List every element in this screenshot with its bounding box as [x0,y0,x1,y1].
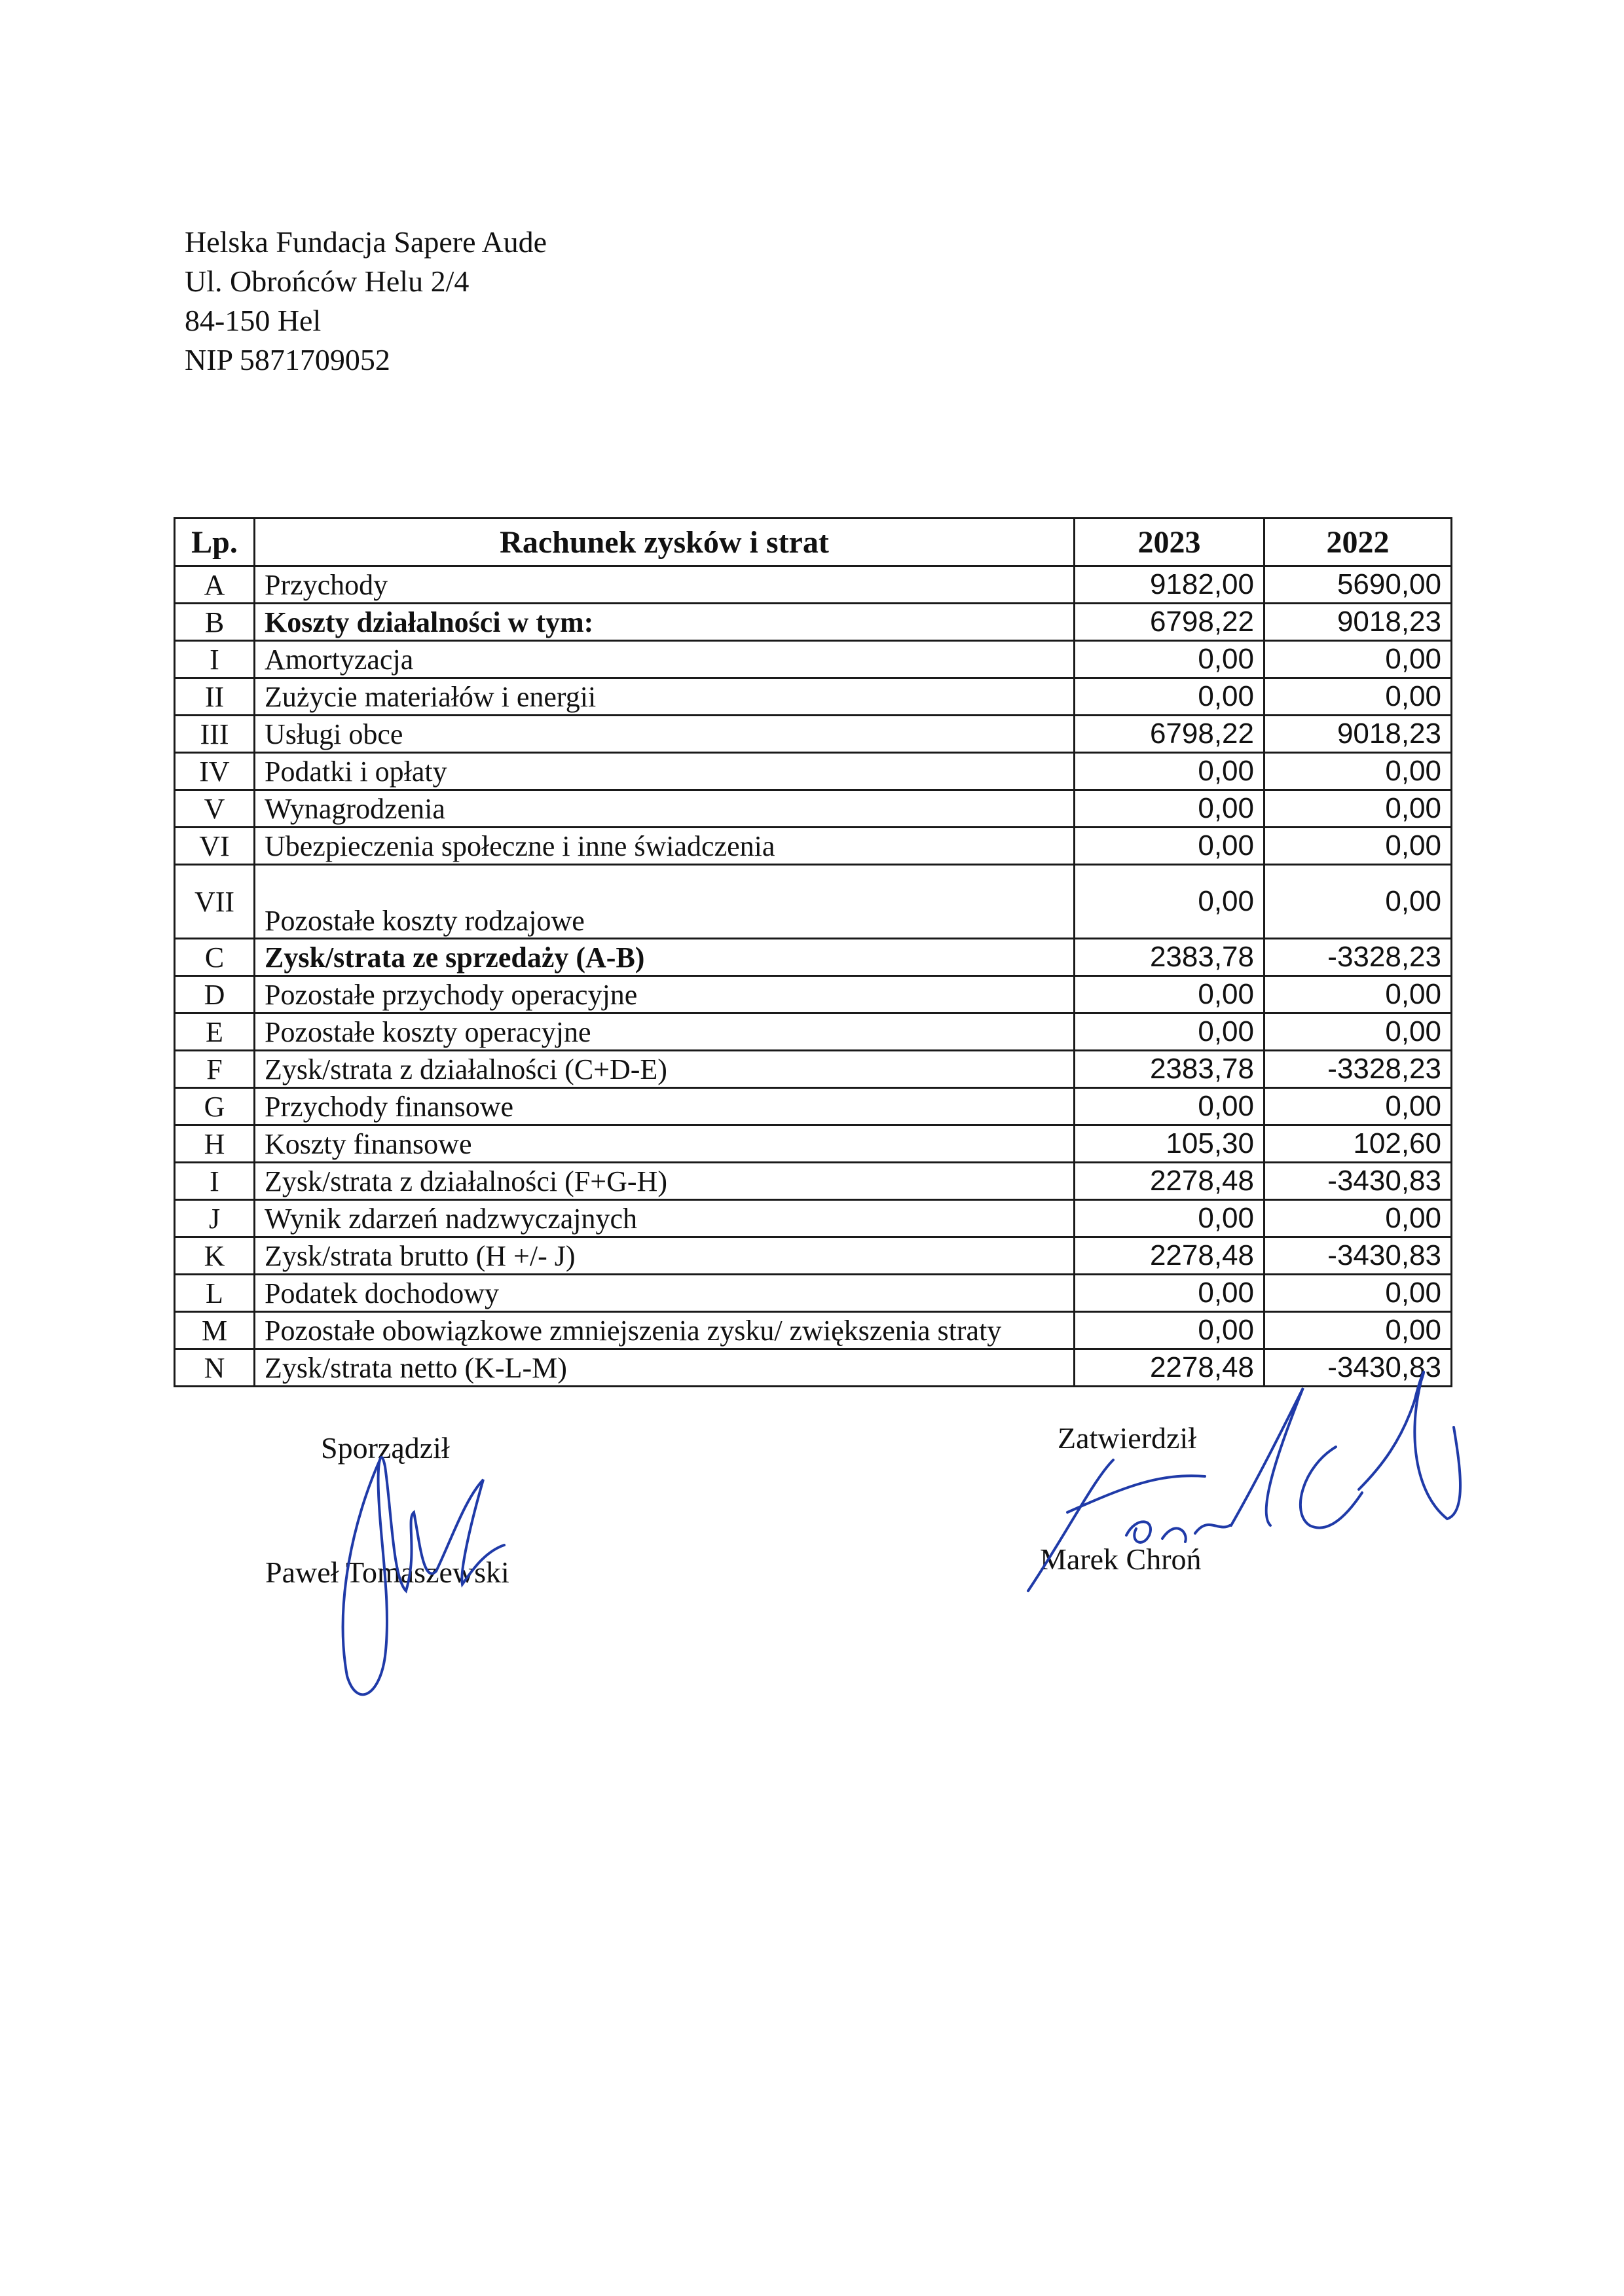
row-name: Zysk/strata z działalności (C+D-E) [255,1051,1075,1088]
prepared-by-name: Paweł Tomaszewski [265,1556,509,1589]
row-lp: I [175,641,255,678]
table-row [175,641,1452,678]
row-value-2022: 0,00 [1264,1275,1452,1312]
row-name: Przychody [255,566,1075,604]
row-value-2023: 2383,78 [1075,939,1264,976]
row-name: Podatek dochodowy [255,1275,1075,1312]
row-value-2023: 0,00 [1075,828,1264,865]
row-value-2023: 0,00 [1075,976,1264,1013]
row-value-2022: 0,00 [1264,1312,1452,1349]
signature-prepared [308,1421,517,1709]
row-lp: I [175,1163,255,1200]
row-value-2023: 0,00 [1075,1088,1264,1125]
row-value-2022: 102,60 [1264,1125,1452,1163]
row-value-2022: -3328,23 [1264,939,1452,976]
table-row [175,976,1452,1013]
organization-nip: NIP 5871709052 [185,343,390,376]
table-row [175,828,1452,865]
organization-street: Ul. Obrońców Helu 2/4 [185,264,470,298]
signature-approved [995,1362,1454,1597]
row-value-2022: 0,00 [1264,1088,1452,1125]
income-statement-table [174,517,1452,1387]
table-row [175,1125,1452,1163]
row-lp: A [175,566,255,604]
table-row [175,1275,1452,1312]
row-name: Amortyzacja [255,641,1075,678]
header-title: Rachunek zysków i strat [255,519,1075,566]
table-row [175,790,1452,828]
row-value-2022: 0,00 [1264,976,1452,1013]
row-name: Zysk/strata netto (K-L-M) [255,1349,1075,1387]
row-name: Pozostałe obowiązkowe zmniejszenia zysku/ zwiększenia straty [255,1312,1075,1349]
row-lp: VII [175,865,255,939]
row-value-2022: 0,00 [1264,753,1452,790]
table-header-row [175,519,1452,566]
table-row [175,1237,1452,1275]
row-lp: C [175,939,255,976]
organization-postal: 84-150 Hel [185,304,322,337]
table-row [175,939,1452,976]
row-name: Pozostałe koszty rodzajowe [255,865,1075,939]
table-body [175,566,1452,1387]
row-value-2022: 0,00 [1264,865,1452,939]
row-name: Usługi obce [255,716,1075,753]
row-value-2023: 105,30 [1075,1125,1264,1163]
row-value-2023: 6798,22 [1075,716,1264,753]
row-value-2023: 0,00 [1075,753,1264,790]
table-row [175,753,1452,790]
row-lp: G [175,1088,255,1125]
row-name: Koszty działalności w tym: [255,604,1075,641]
table-row [175,716,1452,753]
row-value-2022: 5690,00 [1264,566,1452,604]
row-value-2022: 0,00 [1264,790,1452,828]
row-value-2023: 2278,48 [1075,1237,1264,1275]
row-value-2022: 0,00 [1264,678,1452,716]
row-lp: F [175,1051,255,1088]
row-name: Wynagrodzenia [255,790,1075,828]
table-row [175,1312,1452,1349]
row-name: Ubezpieczenia społeczne i inne świadczenia [255,828,1075,865]
table-row [175,1051,1452,1088]
row-name: Przychody finansowe [255,1088,1075,1125]
row-lp: L [175,1275,255,1312]
organization-name: Helska Fundacja Sapere Aude [185,225,547,259]
row-name: Wynik zdarzeń nadzwyczajnych [255,1200,1075,1237]
row-value-2022: -3430,83 [1264,1349,1452,1387]
table-row [175,678,1452,716]
row-lp: H [175,1125,255,1163]
table-row [175,865,1452,939]
row-lp: D [175,976,255,1013]
row-value-2022: 0,00 [1264,828,1452,865]
approved-by-label: Zatwierdził [1058,1421,1197,1455]
row-name: Pozostałe przychody operacyjne [255,976,1075,1013]
row-value-2023: 6798,22 [1075,604,1264,641]
row-value-2023: 2278,48 [1075,1163,1264,1200]
row-value-2023: 0,00 [1075,790,1264,828]
row-name: Koszty finansowe [255,1125,1075,1163]
row-value-2023: 0,00 [1075,1312,1264,1349]
row-value-2023: 9182,00 [1075,566,1264,604]
row-name: Zysk/strata brutto (H +/- J) [255,1237,1075,1275]
row-lp: M [175,1312,255,1349]
row-value-2022: 9018,23 [1264,604,1452,641]
row-lp: N [175,1349,255,1387]
table-row [175,1013,1452,1051]
row-value-2023: 0,00 [1075,641,1264,678]
row-lp: B [175,604,255,641]
header-lp: Lp. [175,519,255,566]
table-row [175,1200,1452,1237]
row-lp: J [175,1200,255,1237]
organization-header [185,223,547,380]
row-lp: II [175,678,255,716]
table-row [175,1088,1452,1125]
prepared-by-label: Sporządził [321,1431,450,1465]
row-value-2023: 2383,78 [1075,1051,1264,1088]
row-value-2022: -3430,83 [1264,1163,1452,1200]
row-lp: V [175,790,255,828]
header-year-2022: 2022 [1264,519,1452,566]
header-year-2023: 2023 [1075,519,1264,566]
row-value-2023: 0,00 [1075,1013,1264,1051]
row-value-2023: 0,00 [1075,678,1264,716]
row-lp: E [175,1013,255,1051]
row-value-2023: 2278,48 [1075,1349,1264,1387]
table-row [175,604,1452,641]
table-row [175,566,1452,604]
approved-by-name: Marek Chroń [1040,1542,1202,1576]
row-name: Zysk/strata z działalności (F+G-H) [255,1163,1075,1200]
row-value-2023: 0,00 [1075,1275,1264,1312]
row-lp: IV [175,753,255,790]
row-value-2022: -3430,83 [1264,1237,1452,1275]
row-lp: III [175,716,255,753]
row-name: Zużycie materiałów i energii [255,678,1075,716]
row-name: Pozostałe koszty operacyjne [255,1013,1075,1051]
row-value-2022: 9018,23 [1264,716,1452,753]
row-value-2022: 0,00 [1264,1013,1452,1051]
row-value-2023: 0,00 [1075,865,1264,939]
row-name: Zysk/strata ze sprzedaży (A-B) [255,939,1075,976]
table-row [175,1163,1452,1200]
row-value-2022: 0,00 [1264,1200,1452,1237]
row-name: Podatki i opłaty [255,753,1075,790]
row-lp: K [175,1237,255,1275]
row-value-2022: -3328,23 [1264,1051,1452,1088]
row-lp: VI [175,828,255,865]
row-value-2022: 0,00 [1264,641,1452,678]
row-value-2023: 0,00 [1075,1200,1264,1237]
